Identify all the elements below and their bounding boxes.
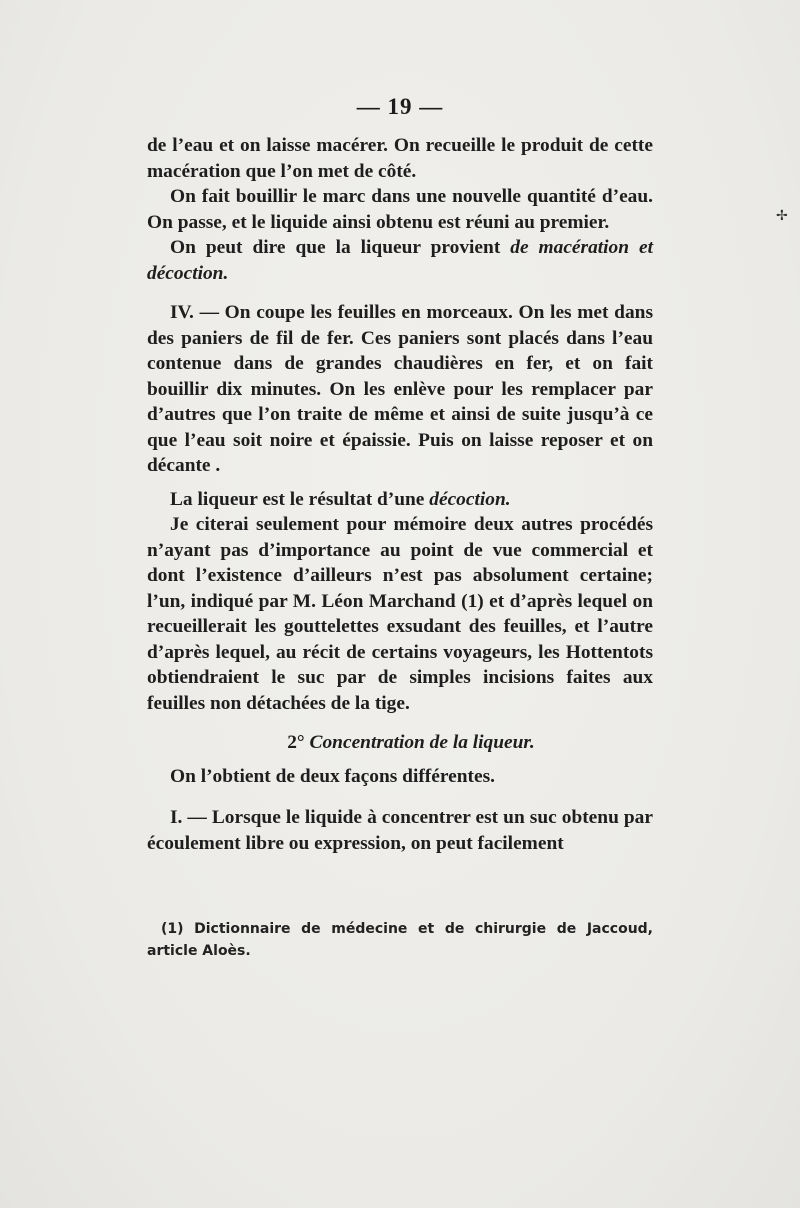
paragraph-4: IV. — On coupe les feuilles en morceaux. On les met dans des paniers de fil de fer. Ces paniers sont placés dans l’eau contenue dans de grandes chaudières en fer, et on fait bouillir dix minutes. On les enlève pour les remplacer par d’autres que l’on traite de même et ainsi de suite jusqu’à ce que l’eau soit noire et épaissie. Puis on laisse reposer et on décante . [147, 302, 653, 476]
page-number: — 19 — [356, 94, 444, 119]
paragraph-5-text: La liqueur est le résultat d’une [170, 488, 430, 510]
footnote [147, 918, 653, 962]
paragraph-5-italic: décoction. [429, 488, 511, 510]
footnote-text: (1) Dictionnaire de médecine et de chirurgie de Jaccoud, article Aloès. [147, 921, 653, 959]
paragraph-2: On fait bouillir le marc dans une nouvelle quantité d’eau. On passe, et le liquide ainsi obtenu est réuni au premier. [147, 186, 653, 233]
subheading-text: Concentration de la liqueur. [309, 732, 535, 753]
paragraph-1: de l’eau et on laisse macérer. On recueille le produit de cette macération que l’on met de côté. [147, 135, 653, 182]
paragraph-7: On l’obtient de deux façons différentes. [170, 765, 495, 787]
paragraph-6: Je citerai seulement pour mémoire deux autres procédés n’ayant pas d’importance au point de vue commercial et dont l’existence d’ailleurs n’est pas absolument certaine; l’un, indiqué par M. Léon Marchand (1) et d’après lequel on recueillerait les gouttelettes exsudant des feuilles, et l’autre d’après lequel, au récit de certains voyageurs, les Hottentots obtiendraient le suc par de simples incisions faites aux feuilles non détachées de la tige. [147, 514, 653, 714]
paragraph-8: I. — Lorsque le liquide à concentrer est un suc obtenu par écoulement libre ou expression, on peut facilement [147, 807, 653, 854]
paragraph-3-italic: de macération et décoction. [147, 237, 653, 284]
paragraph-3 [147, 235, 653, 286]
body-text [147, 133, 653, 856]
ink-speck: ✢ [776, 208, 788, 224]
paragraph-3-text: On peut dire que la liqueur provient [170, 237, 511, 258]
paragraph-5 [147, 487, 653, 513]
section-subheading [147, 730, 653, 756]
subheading-number: 2° [287, 732, 305, 753]
